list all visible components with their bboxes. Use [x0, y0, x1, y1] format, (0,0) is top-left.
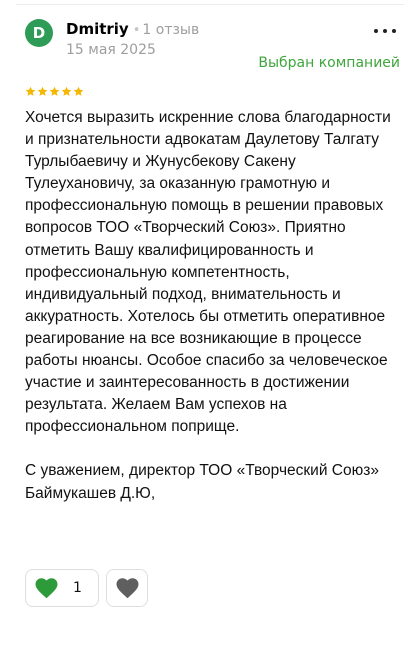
more-dots-icon [383, 29, 387, 33]
heart-icon [34, 577, 59, 599]
star-icon [37, 86, 48, 97]
like-count: 1 [73, 580, 82, 596]
review-signoff: С уважением, директор ТОО «Творческий Союз» [25, 462, 379, 480]
separator-dot: • [132, 23, 141, 38]
star-rating [25, 86, 84, 100]
like-button[interactable] [25, 569, 99, 607]
review-date: 15 мая 2025 [66, 42, 156, 58]
star-icon [73, 86, 84, 97]
more-dots-icon [374, 29, 378, 33]
star-icon [61, 86, 72, 97]
reactions [25, 569, 148, 607]
review-signature: Баймукашев Д.Ю, [25, 484, 156, 502]
divider [16, 4, 404, 5]
review-text: Хочется выразить искренние слова благодарности и признательности адвокатам Даулетову Талгату Турлыбаевичу и Жунусбекову Сакену Тулеухановичу, за оказанную грамотную и профессиональную помощь в решении правовых вопросов ТОО «Творческий Союз». Приятно отметить Вашу квалифицированность и профессиональную компетентность, индивидуальный подход, внимательность и аккуратность. Хотелось бы отметить оперативное реагирование на все возникающие в процессе работы нюансы. Особое спасибо за человеческое участие и заинтересованность в достижении результата. Желаем Вам успехов на профессиональном поприще. [25, 109, 391, 436]
avatar[interactable]: D [25, 19, 53, 47]
star-icon [25, 86, 36, 97]
more-options-button[interactable] [372, 22, 398, 38]
author-reviews-count: 1 отзыв [142, 22, 200, 38]
star-icon [49, 86, 60, 97]
author-row [66, 18, 199, 40]
heart-icon [115, 577, 140, 599]
dislike-button[interactable] [106, 569, 148, 607]
review-body [25, 107, 403, 505]
author-name[interactable]: Dmitriy [66, 20, 129, 38]
more-dots-icon [392, 29, 396, 33]
chosen-by-company-badge: Выбран компанией [258, 55, 400, 71]
